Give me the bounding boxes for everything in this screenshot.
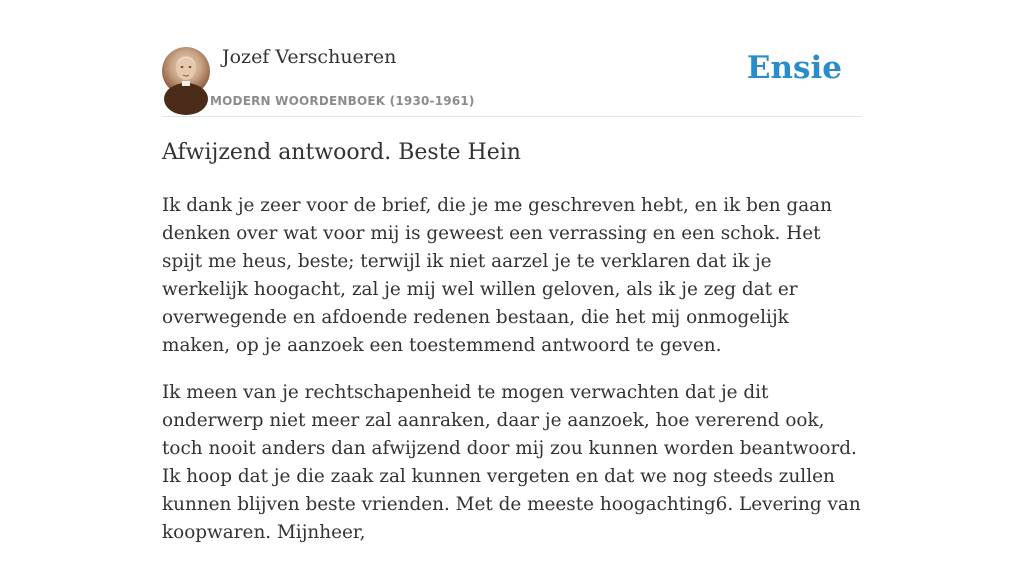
source-label[interactable]: MODERN WOORDENBOEK (1930-1961) — [210, 94, 475, 108]
article-title: Afwijzend antwoord. Beste Hein — [162, 140, 521, 165]
author-name[interactable]: Jozef Verschueren — [222, 46, 397, 68]
author-avatar[interactable] — [162, 47, 210, 95]
ensie-logo[interactable]: Ensie — [746, 50, 842, 86]
header — [162, 44, 862, 117]
article-paragraph-1: Ik dank je zeer voor de brief, die je me geschreven hebt, en ik ben gaan denken over wat voor mij is geweest een verrassing en een schok. Het spijt me heus, beste; terwijl ik niet aarzel je te verklaren dat ik je werkelijk hoogacht, zal je mij wel willen geloven, als ik je zeg dat er overwegende en afdoende redenen bestaan, die het mij onmogelijk maken, op je aanzoek een toestemmend antwoord te geven. — [162, 195, 832, 356]
portrait-image — [162, 47, 210, 95]
article-paragraph-2: Ik meen van je rechtschapenheid te mogen verwachten dat je dit onderwerp niet meer zal aanraken, daar je aanzoek, hoe vererend ook, toch nooit anders dan afwijzend door mij zou kunnen worden beantwoord. Ik hoop dat je die zaak zal kunnen vergeten en dat we nog steeds zullen kunnen blijven beste vrienden. Met de meeste hoogachting6. Levering van koopwaren. Mijnheer, — [162, 382, 861, 543]
article-body — [162, 192, 862, 566]
